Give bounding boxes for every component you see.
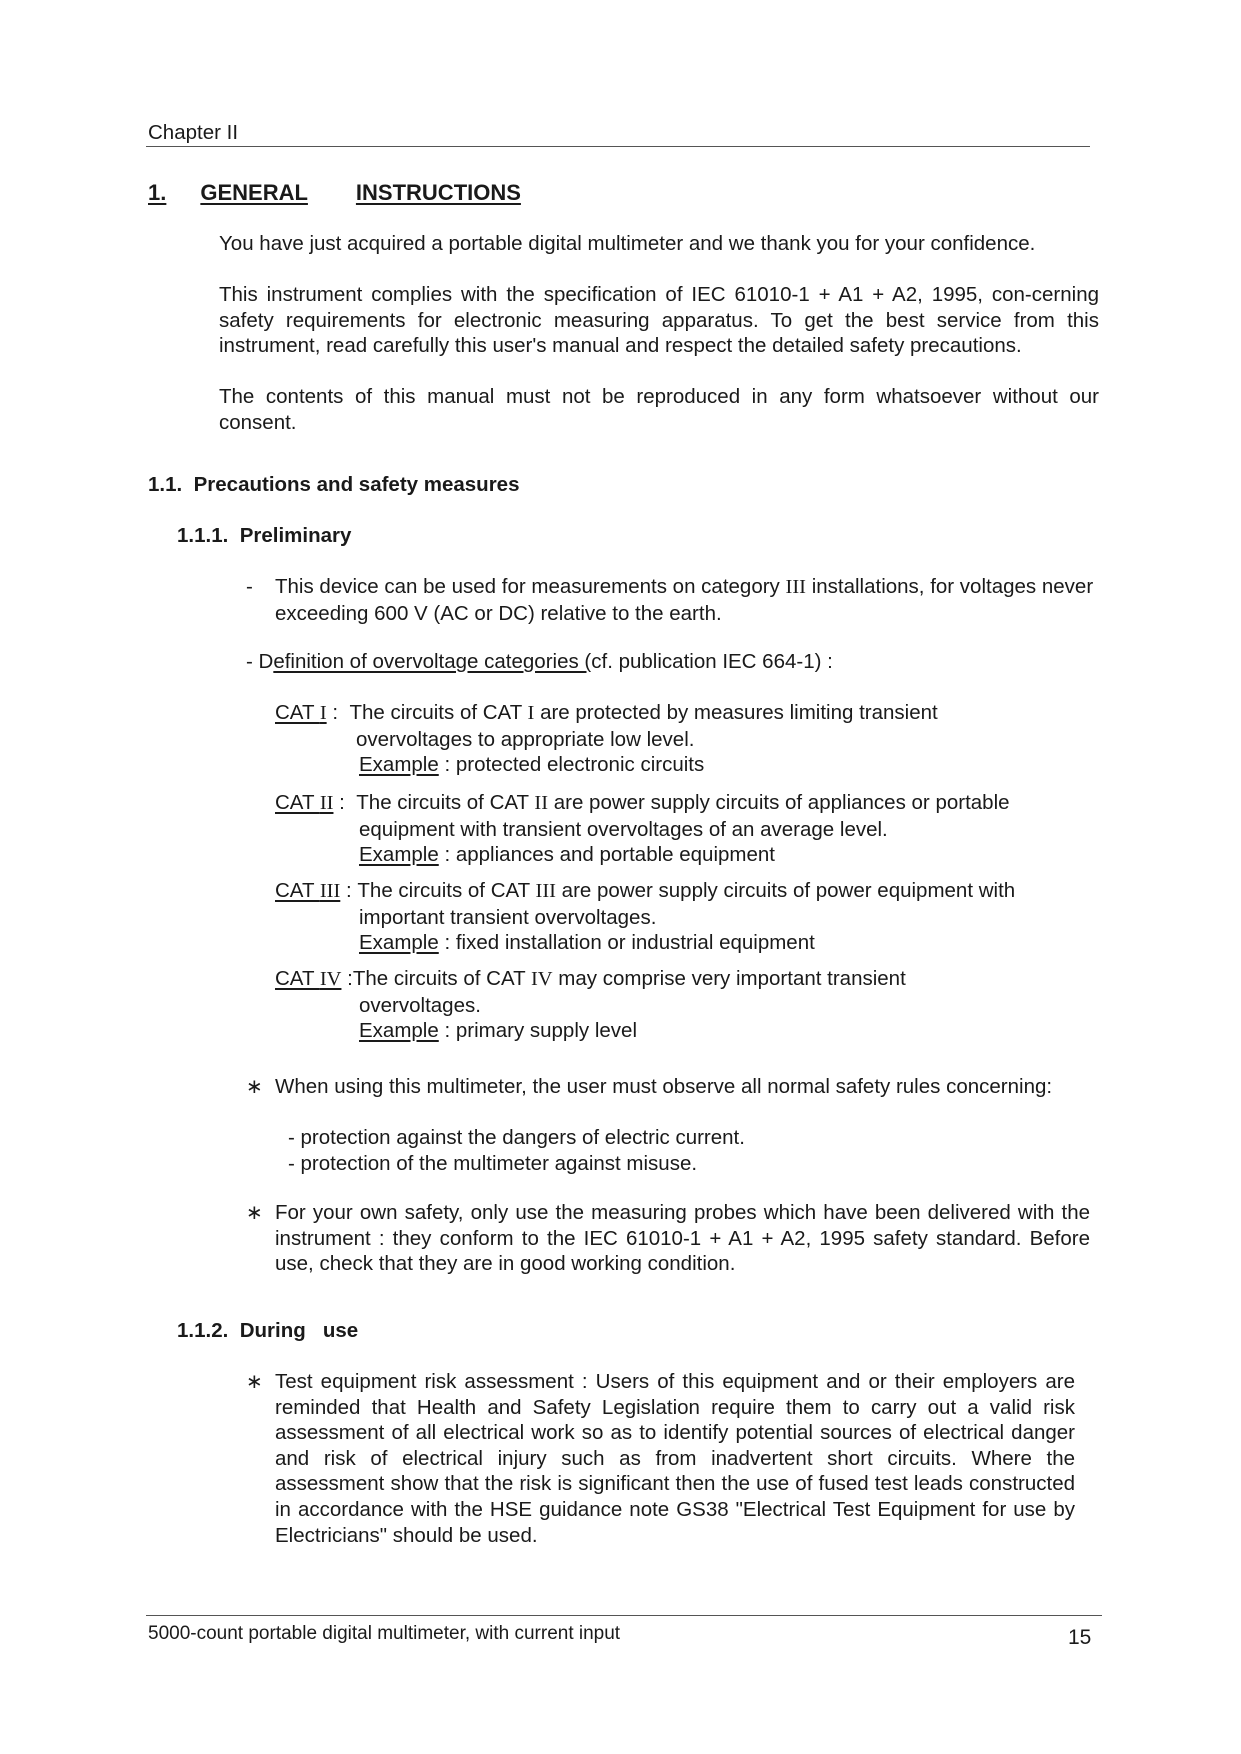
section-1-title-a: GENERAL <box>200 180 308 205</box>
chapter-header: Chapter II <box>148 121 239 144</box>
category-block-2: CAT II : The circuits of CAT II are power supply circuits of appliances or portable equipment with transient overvoltages of an average level. Example : appliances and portable equipment <box>275 791 1010 867</box>
compliance-paragraph: This instrument complies with the specification of IEC 61010-1 + A1 + A2, 1995, con-cerning safety requirements for electronic measuring apparatus. To get the best service from this instrument, read carefully this user's manual and respect the detailed safety precautions. <box>219 283 1099 358</box>
header-rule <box>146 146 1090 147</box>
section-1-title-b: INSTRUCTIONS <box>355 180 521 205</box>
section-1-1-2-number: 1.1.2. <box>177 1319 229 1342</box>
category-block-3: CAT III : The circuits of CAT III are power supply circuits of power equipment with important transient overvoltages. Example : fixed installation or industrial equipment <box>275 879 1016 955</box>
section-1-1-heading <box>148 472 519 498</box>
category-block-4: CAT IV :The circuits of CAT IV may comprise very important transient overvoltages. Example : primary supply level <box>275 967 906 1043</box>
multimeter-rules-paragraph: When using this multimeter, the user must observe all normal safety rules concerning: <box>275 1075 1053 1098</box>
category-2-example-label: Example <box>359 843 439 867</box>
category-3-example-label: Example <box>359 931 439 955</box>
category-1-example-label: Example <box>359 753 439 777</box>
rule-item-1: - protection against the dangers of electric current. <box>288 1126 745 1149</box>
device-paragraph: This device can be used for measurements on category III installations, for voltages never exceeding 600 V (AC or DC) relative to the earth. <box>275 575 1094 625</box>
category-4-roman: IV <box>319 968 342 990</box>
definition-underlined: efinition of overvoltage categories ( <box>273 650 592 673</box>
section-1-number: 1. <box>148 180 167 205</box>
category-1-roman: I <box>319 702 327 724</box>
page-number: 15 <box>1068 1626 1092 1649</box>
category-block-1: CAT I : The circuits of CAT I are protected by measures limiting transient overvoltages to appropriate low level. Example : protected electronic circuits <box>275 701 938 777</box>
intro-paragraph: You have just acquired a portable digital multimeter and we thank you for your confidence. <box>219 232 1036 255</box>
copyright-paragraph: The contents of this manual must not be reproduced in any form whatsoever without our consent. <box>219 385 1099 434</box>
section-1-1-1-title: Preliminary <box>239 524 352 547</box>
risk-assessment-paragraph: Test equipment risk assessment : Users of this equipment and or their employers are reminded that Health and Safety Legislation require them to carry out a valid risk assessment of all electrical work so as to identify potential sources of electrical danger and risk of electrical injury such as from inadvertent short circuits. Where the assessment show that the risk is significant then the use of fused test leads constructed in accordance with the HSE guidance note GS38 "Electrical Test Equipment for use by Electricians" should be used. <box>275 1370 1075 1547</box>
device-dash: - <box>246 575 253 598</box>
section-1-1-1-number: 1.1.1. <box>177 524 229 547</box>
section-1-1-2-heading <box>177 1318 358 1344</box>
rule-item-2: - protection of the multimeter against misuse. <box>288 1152 698 1175</box>
definition-line: - Definition of overvoltage categories (cf. publication IEC 664-1) : <box>246 650 833 673</box>
probes-paragraph: For your own safety, only use the measuring probes which have been delivered with the instrument : they conform to the IEC 61010-1 + A1 + A2, 1995 safety standard. Before use, check that they are in good working condition. <box>275 1201 1090 1276</box>
category-3-roman: III <box>319 880 341 902</box>
device-category: III <box>785 576 806 598</box>
asterisk-bullet-2: ∗ <box>246 1200 263 1224</box>
footer-rule <box>146 1615 1102 1616</box>
asterisk-bullet-1: ∗ <box>246 1074 263 1098</box>
asterisk-bullet-3: ∗ <box>246 1369 263 1393</box>
section-1-1-title: Precautions and safety measures <box>193 473 520 496</box>
category-2-roman: II <box>319 792 334 814</box>
section-1-1-number: 1.1. <box>148 473 183 496</box>
section-1-heading <box>148 180 521 206</box>
category-4-example-label: Example <box>359 1019 439 1043</box>
section-1-1-2-title: During use <box>239 1319 359 1342</box>
section-1-1-1-heading <box>177 523 351 549</box>
footer-product: 5000-count portable digital multimeter, with current input <box>148 1623 621 1644</box>
